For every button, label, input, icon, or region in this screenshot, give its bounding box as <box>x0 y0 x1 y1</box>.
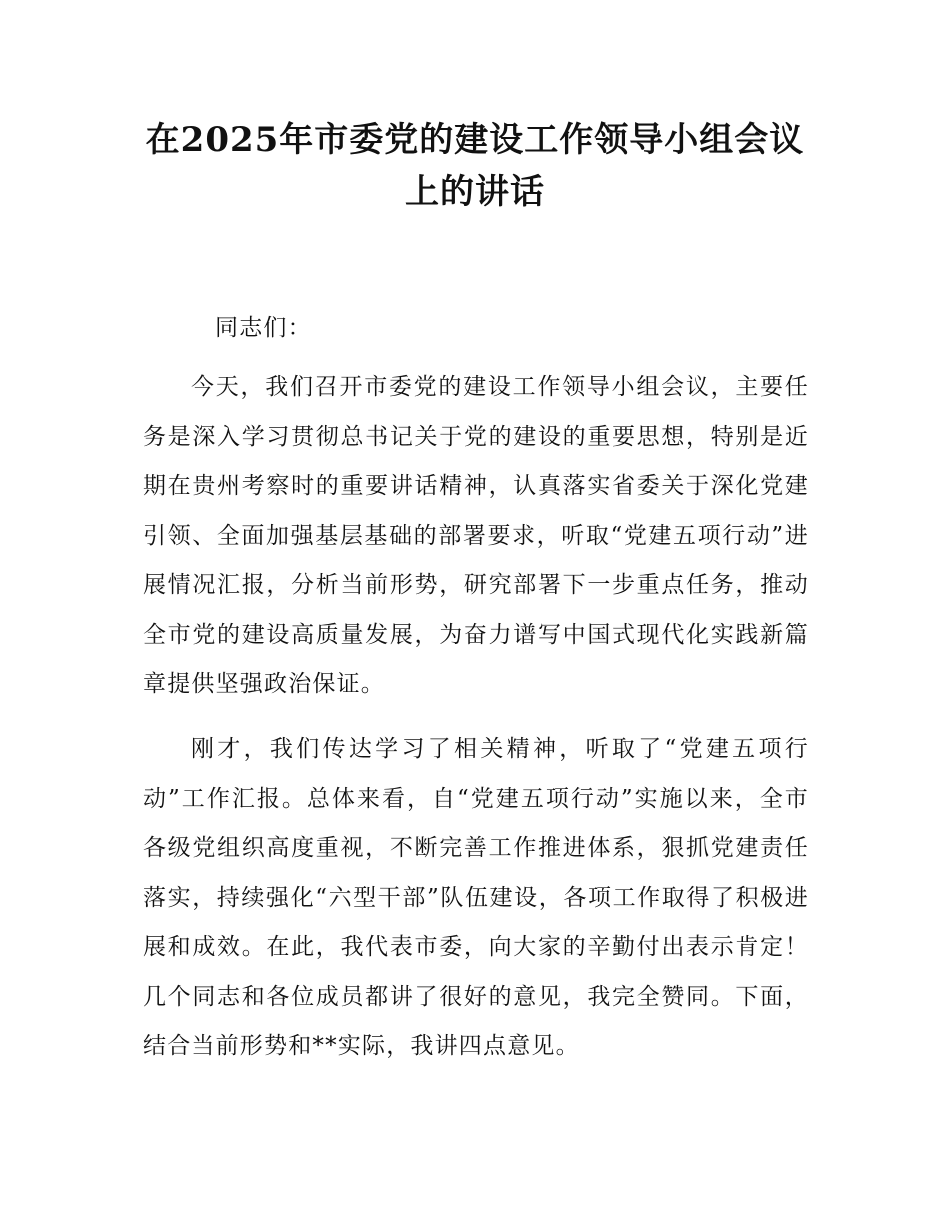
document-title: 在2025年市委党的建设工作领导小组会议上的讲话 <box>145 120 805 212</box>
paragraph-2: 刚才，我们传达学习了相关精神，听取了“党建五项行动”工作汇报。总体来看，自“党建五项行动”实施以来，全市各级党组织高度重视，不断完善工作推进体系，狠抓党建责任落实，持续强化“六型干部”队伍建设，各项工作取得了积极进展和成效。在此，我代表市委，向大家的辛勤付出表示肯定！几个同志和各位成员都讲了很好的意见，我完全赞同。下面，结合当前形势和**实际，我讲四点意见。 <box>143 736 809 1059</box>
salutation: 同志们： <box>215 315 312 341</box>
paragraph-1: 今天，我们召开市委党的建设工作领导小组会议，主要任务是深入学习贯彻总书记关于党的建设的重要思想，特别是近期在贵州考察时的重要讲话精神，认真落实省委关于深化党建引领、全面加强基层基础的部署要求，听取“党建五项行动”进展情况汇报，分析当前形势，研究部署下一步重点任务，推动全市党的建设高质量发展，为奋力谱写中国式现代化实践新篇章提供坚强政治保证。 <box>143 374 809 697</box>
